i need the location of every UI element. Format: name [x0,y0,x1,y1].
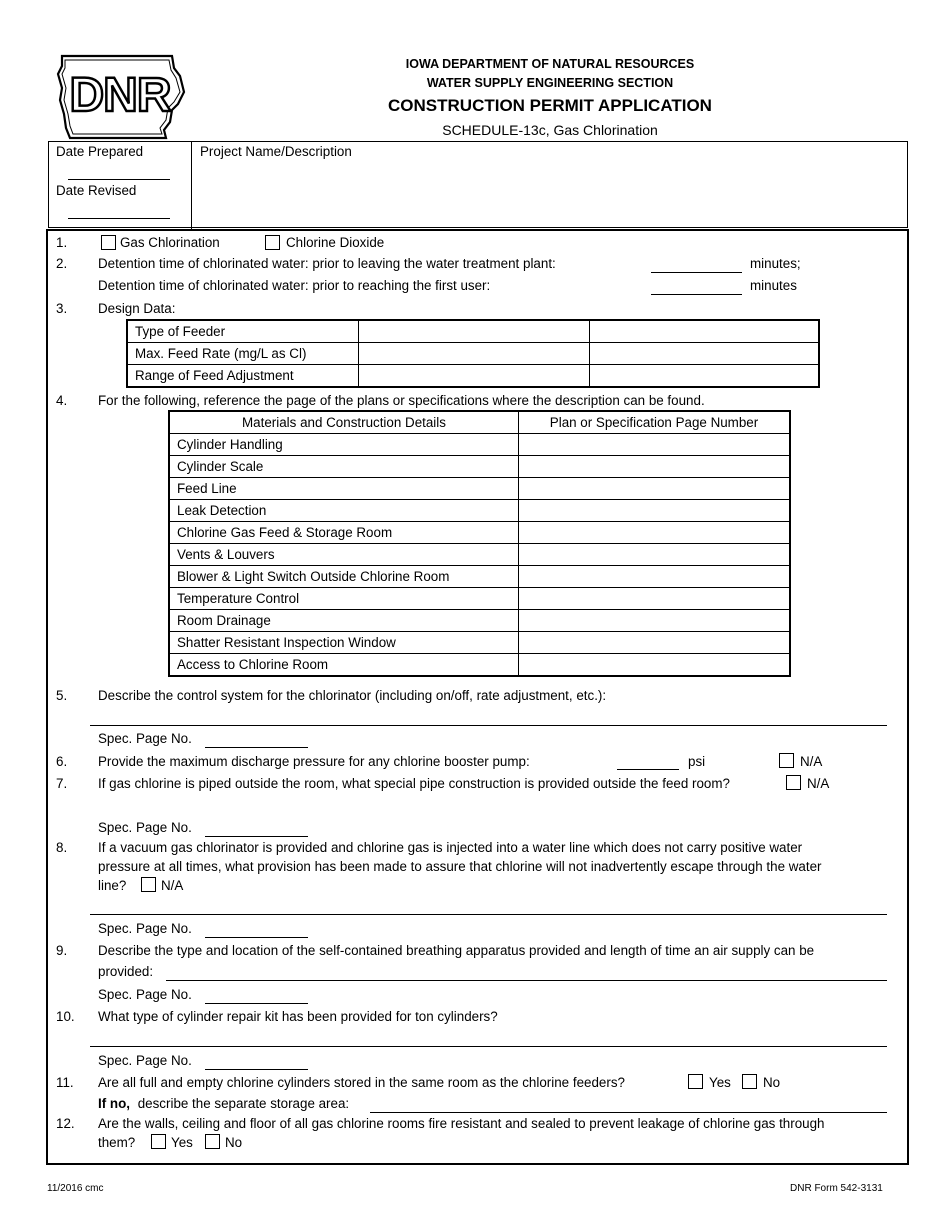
q6-unit: psi [688,754,706,769]
material-row-label: Chlorine Gas Feed & Storage Room [169,522,519,544]
q11-text: Are all full and empty chlorine cylinders stored in the same room as the chlorine feeders? [98,1075,625,1090]
table-row [169,434,790,456]
material-row-label: Vents & Louvers [169,544,519,566]
q2-number: 2. [56,256,68,271]
q2-unit2: minutes [750,278,797,293]
q5-spec-label: Spec. Page No. [98,731,192,746]
q8-line3: line? [98,878,127,893]
design-row-label: Max. Feed Rate (mg/L as Cl) [127,343,359,365]
table-row [169,632,790,654]
table-row [169,566,790,588]
spec-page-cell[interactable] [519,610,791,632]
psi-field[interactable] [617,769,679,770]
q10-number: 10. [56,1009,75,1024]
q5-number: 5. [56,688,68,703]
column-header: Materials and Construction Details [169,411,519,434]
q8-answer-line[interactable] [90,914,887,915]
q7-number: 7. [56,776,68,791]
spec-page-cell[interactable] [519,632,791,654]
table-row [169,588,790,610]
spec-page-cell[interactable] [519,588,791,610]
q4-number: 4. [56,393,68,408]
q11-yes-checkbox[interactable] [688,1074,703,1089]
q9-line2: provided: [98,964,154,979]
q8-line2: pressure at all times, what provision has been made to assure that chlorine will not inadvertently escape through the water [98,859,822,874]
design-value-cell[interactable] [359,365,590,388]
date-prepared-label: Date Prepared [56,144,144,159]
q10-text: What type of cylinder repair kit has been provided for ton cylinders? [98,1009,498,1024]
q7-na-checkbox[interactable] [786,775,801,790]
material-row-label: Access to Chlorine Room [169,654,519,677]
q8-spec-label: Spec. Page No. [98,921,192,936]
q8-na-label: N/A [161,878,184,893]
q11-number: 11. [56,1075,74,1090]
footer-date: 11/2016 cmc [47,1183,104,1194]
material-row-label: Room Drainage [169,610,519,632]
table-row [169,522,790,544]
q11-no-label: No [763,1075,781,1090]
q10-spec-label: Spec. Page No. [98,1053,192,1068]
material-row-label: Temperature Control [169,588,519,610]
design-data-table [126,319,820,388]
footer-form-number: DNR Form 542-3131 [790,1183,883,1194]
material-row-label: Blower & Light Switch Outside Chlorine Room [169,566,519,588]
q11-yes-label: Yes [709,1075,731,1090]
q6-text: Provide the maximum discharge pressure for any chlorine booster pump: [98,754,530,769]
q5-answer-line[interactable] [90,725,887,726]
gas-chlorination-label: Gas Chlorination [120,235,220,250]
q12-no-label: No [225,1135,243,1150]
q1-number: 1. [56,235,68,250]
table-row [169,654,790,677]
table-row [169,500,790,522]
q10-spec-field[interactable] [205,1069,308,1070]
table-header-row [169,411,790,434]
q11-storage-field[interactable] [370,1112,887,1113]
project-label: Project Name/Description [200,144,352,159]
q9-spec-label: Spec. Page No. [98,987,192,1002]
spec-page-cell[interactable] [519,434,791,456]
material-row-label: Shatter Resistant Inspection Window [169,632,519,654]
detention-plant-field[interactable] [651,272,742,273]
chlorine-dioxide-label: Chlorine Dioxide [286,235,385,250]
q7-text: If gas chlorine is piped outside the room, what special pipe construction is provided outside the feed room? [98,776,730,791]
q6-na-checkbox[interactable] [779,753,794,768]
table-row [127,320,819,343]
q3-number: 3. [56,301,68,316]
project-field[interactable] [192,160,906,226]
table-row [127,343,819,365]
date-prepared-field[interactable] [68,179,170,180]
q11-no-checkbox[interactable] [742,1074,757,1089]
design-value-cell[interactable] [359,343,590,365]
design-row-label: Type of Feeder [127,320,359,343]
design-value-cell[interactable] [590,365,820,388]
spec-page-cell[interactable] [519,456,791,478]
q11-ifno-text: describe the separate storage area: [134,1096,350,1111]
q12-no-checkbox[interactable] [205,1134,220,1149]
materials-table [168,410,791,677]
q2-line2: Detention time of chlorinated water: prior to reaching the first user: [98,278,491,293]
q8-spec-field[interactable] [205,937,308,938]
table-row [169,544,790,566]
spec-page-cell[interactable] [519,478,791,500]
q6-number: 6. [56,754,68,769]
q10-answer-line[interactable] [90,1046,887,1047]
spec-page-cell[interactable] [519,544,791,566]
form-title: CONSTRUCTION PERMIT APPLICATION [388,96,712,115]
q6-na-label: N/A [800,754,823,769]
material-row-label: Feed Line [169,478,519,500]
date-revised-label: Date Revised [56,183,137,198]
q9-answer-line[interactable] [166,980,887,981]
spec-page-cell[interactable] [519,522,791,544]
spec-page-cell[interactable] [519,566,791,588]
q12-line2: them? [98,1135,136,1150]
q5-text: Describe the control system for the chlorinator (including on/off, rate adjustment, etc.): [98,688,607,703]
chlorine-dioxide-checkbox[interactable] [265,235,280,250]
q2-unit1: minutes; [750,256,801,271]
gas-chlorination-checkbox[interactable] [101,235,116,250]
table-row [169,478,790,500]
q9-line1: Describe the type and location of the self-contained breathing apparatus provided and length of time an air supply can be [98,943,815,958]
dnr-logo [54,54,186,140]
spec-page-cell[interactable] [519,654,791,677]
schedule-subtitle: SCHEDULE-13c, Gas Chlorination [442,122,658,138]
q4-label: For the following, reference the page of the plans or specifications where the description can be found. [98,393,705,408]
q8-line1: If a vacuum gas chlorinator is provided and chlorine gas is injected into a water line which does not carry positive water [98,840,803,855]
q5-spec-field[interactable] [205,747,308,748]
q3-label: Design Data: [98,301,176,316]
section-heading: WATER SUPPLY ENGINEERING SECTION [426,76,674,90]
table-row [169,610,790,632]
q7-spec-label: Spec. Page No. [98,820,192,835]
q7-na-label: N/A [807,776,830,791]
q2-line1: Detention time of chlorinated water: prior to leaving the water treatment plant: [98,256,556,271]
material-row-label: Cylinder Scale [169,456,519,478]
column-header: Plan or Specification Page Number [519,411,791,434]
material-row-label: Cylinder Handling [169,434,519,456]
logo-text: DNR [69,69,171,122]
q12-yes-label: Yes [171,1135,193,1150]
q7-spec-field[interactable] [205,836,308,837]
q9-spec-field[interactable] [205,1003,308,1004]
material-row-label: Leak Detection [169,500,519,522]
design-row-label: Range of Feed Adjustment [127,365,359,388]
q12-number: 12. [56,1116,75,1131]
design-value-cell[interactable] [590,343,820,365]
q8-number: 8. [56,840,68,855]
date-revised-field[interactable] [68,218,170,219]
table-row [127,365,819,388]
q8-na-checkbox[interactable] [141,877,156,892]
q12-yes-checkbox[interactable] [151,1134,166,1149]
q12-line1: Are the walls, ceiling and floor of all gas chlorine rooms fire resistant and sealed to prevent leakage of chlorine gas through [98,1116,825,1131]
design-value-cell[interactable] [359,320,590,343]
design-value-cell[interactable] [590,320,820,343]
detention-user-field[interactable] [651,294,742,295]
spec-page-cell[interactable] [519,500,791,522]
table-row [169,456,790,478]
q9-number: 9. [56,943,68,958]
dept-heading: IOWA DEPARTMENT OF NATURAL RESOURCES [405,57,695,71]
q11-ifno-bold: If no, [98,1096,130,1111]
